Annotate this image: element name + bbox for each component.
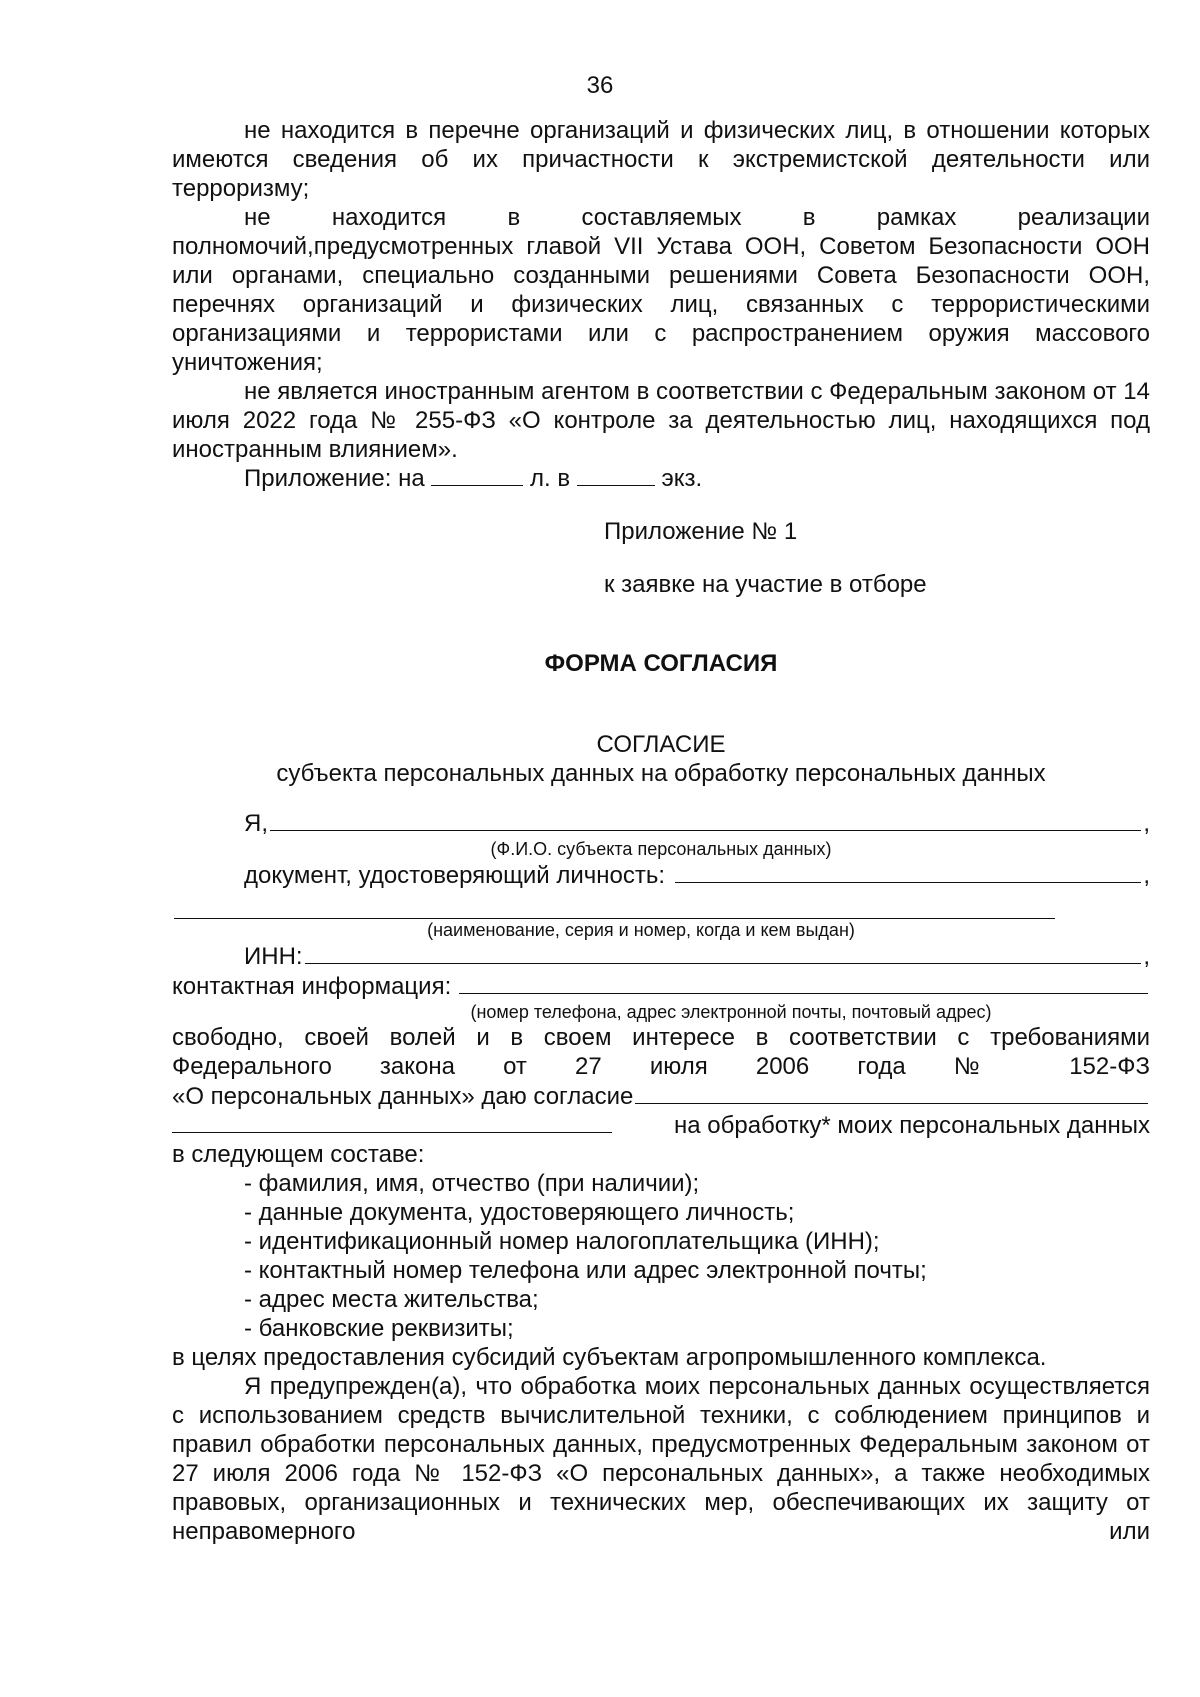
contact-row bbox=[172, 971, 1150, 1001]
attachment-mid: л. в bbox=[530, 465, 571, 492]
form-title: ФОРМА СОГЛАСИЯ bbox=[544, 650, 778, 677]
paragraph-foreign-agent: не является иностранным агентом в соответствии с Федеральным законом от 14 июля 2022 года № 255-ФЗ «О контроле за деятельностью лиц, находящихся под иностранным влиянием». bbox=[172, 378, 1150, 463]
doc-comma: , bbox=[1143, 862, 1150, 889]
sheets-blank[interactable] bbox=[431, 465, 523, 486]
doc-field-2[interactable] bbox=[174, 896, 1055, 919]
doc-row-2 bbox=[172, 896, 1057, 919]
fio-row bbox=[172, 808, 1150, 838]
consent-org-field[interactable] bbox=[635, 1081, 1148, 1104]
appendix-subtitle: к заявке на участие в отборе bbox=[604, 571, 927, 598]
copies-blank[interactable] bbox=[577, 465, 655, 486]
consent-text-3: на обработку* моих персональных данных bbox=[673, 1112, 1150, 1139]
list-item: - контактный номер телефона или адрес электронной почты; bbox=[244, 1257, 927, 1284]
contact-field[interactable] bbox=[459, 971, 1148, 994]
attachment-suffix: экз. bbox=[661, 465, 703, 492]
fio-caption: (Ф.И.О. субъекта персональных данных) bbox=[490, 839, 832, 859]
contact-caption: (номер телефона, адрес электронной почты, почтовый адрес) bbox=[470, 1002, 992, 1022]
purpose-text: в целях предоставления субсидий субъектам агропромышленного комплекса. bbox=[172, 1344, 1047, 1371]
doc-row bbox=[172, 860, 1150, 890]
consent-org-field-2[interactable] bbox=[172, 1112, 612, 1133]
consent-row-2 bbox=[172, 1081, 1150, 1111]
consent-text-2: «О персональных данных» даю согласие bbox=[172, 1083, 634, 1110]
list-item: - фамилия, имя, отчество (при наличии); bbox=[244, 1170, 700, 1197]
inn-field[interactable] bbox=[305, 941, 1142, 964]
attachment-line bbox=[172, 464, 1150, 493]
consent-text-4: в следующем составе: bbox=[172, 1141, 425, 1168]
paragraph-un-lists: не находится в составляемых в рамках реализации полномочий,предусмотренных главой VII Устава ООН, Советом Безопасности ООН или органами, специально созданными решениями Совета Безопасности ООН, перечнях организаций и физических лиц, связанных с террористическими организациями и террористами или с распространением оружия массового уничтожения; bbox=[172, 204, 1150, 376]
contact-label: контактная информация: bbox=[172, 973, 452, 1000]
consent-text-1: свободно, своей волей и в своем интересе в соответствии с требованиями Федерального закона от 27 июля 2006 года № 152-ФЗ bbox=[172, 1024, 1150, 1080]
appendix-title: Приложение № 1 bbox=[604, 518, 798, 545]
page-number: 36 bbox=[586, 72, 614, 99]
fio-field[interactable] bbox=[270, 808, 1141, 831]
consent-title: СОГЛАСИЕ bbox=[596, 731, 726, 758]
inn-label: ИНН: bbox=[244, 943, 303, 970]
attachment-prefix: Приложение: на bbox=[244, 465, 425, 492]
consent-row-3 bbox=[172, 1111, 1150, 1140]
fio-comma: , bbox=[1143, 810, 1150, 837]
doc-label: документ, удостоверяющий личность: bbox=[244, 862, 666, 889]
consent-subtitle: субъекта персональных данных на обработку персональных данных bbox=[276, 760, 1046, 787]
inn-row bbox=[172, 941, 1150, 971]
list-item: - идентификационный номер налогоплательщика (ИНН); bbox=[244, 1228, 880, 1255]
list-item: - адрес места жительства; bbox=[244, 1286, 539, 1313]
list-item: - данные документа, удостоверяющего личность; bbox=[244, 1199, 795, 1226]
document-body bbox=[172, 70, 1150, 1546]
doc-caption: (наименование, серия и номер, когда и кем выдан) bbox=[427, 920, 855, 940]
list-item: - банковские реквизиты; bbox=[244, 1315, 514, 1342]
inn-comma: , bbox=[1143, 943, 1150, 970]
warning-text: Я предупрежден(а), что обработка моих персональных данных осуществляется с использованием средств вычислительной техники, с соблюдением принципов и правил обработки персональных данных, предусмотренных Федеральным законом от 27 июля 2006 года № 152-ФЗ «О персональных данных», а также необходимых правовых, организационных и технических мер, обеспечивающих их защиту от неправомерного или bbox=[172, 1373, 1150, 1545]
data-list bbox=[172, 1169, 1150, 1343]
ya-label: Я, bbox=[244, 810, 268, 837]
paragraph-extremism: не находится в перечне организаций и физических лиц, в отношении которых имеются сведения об их причастности к экстремистской деятельности или терроризму; bbox=[172, 117, 1150, 202]
doc-field[interactable] bbox=[675, 860, 1141, 883]
